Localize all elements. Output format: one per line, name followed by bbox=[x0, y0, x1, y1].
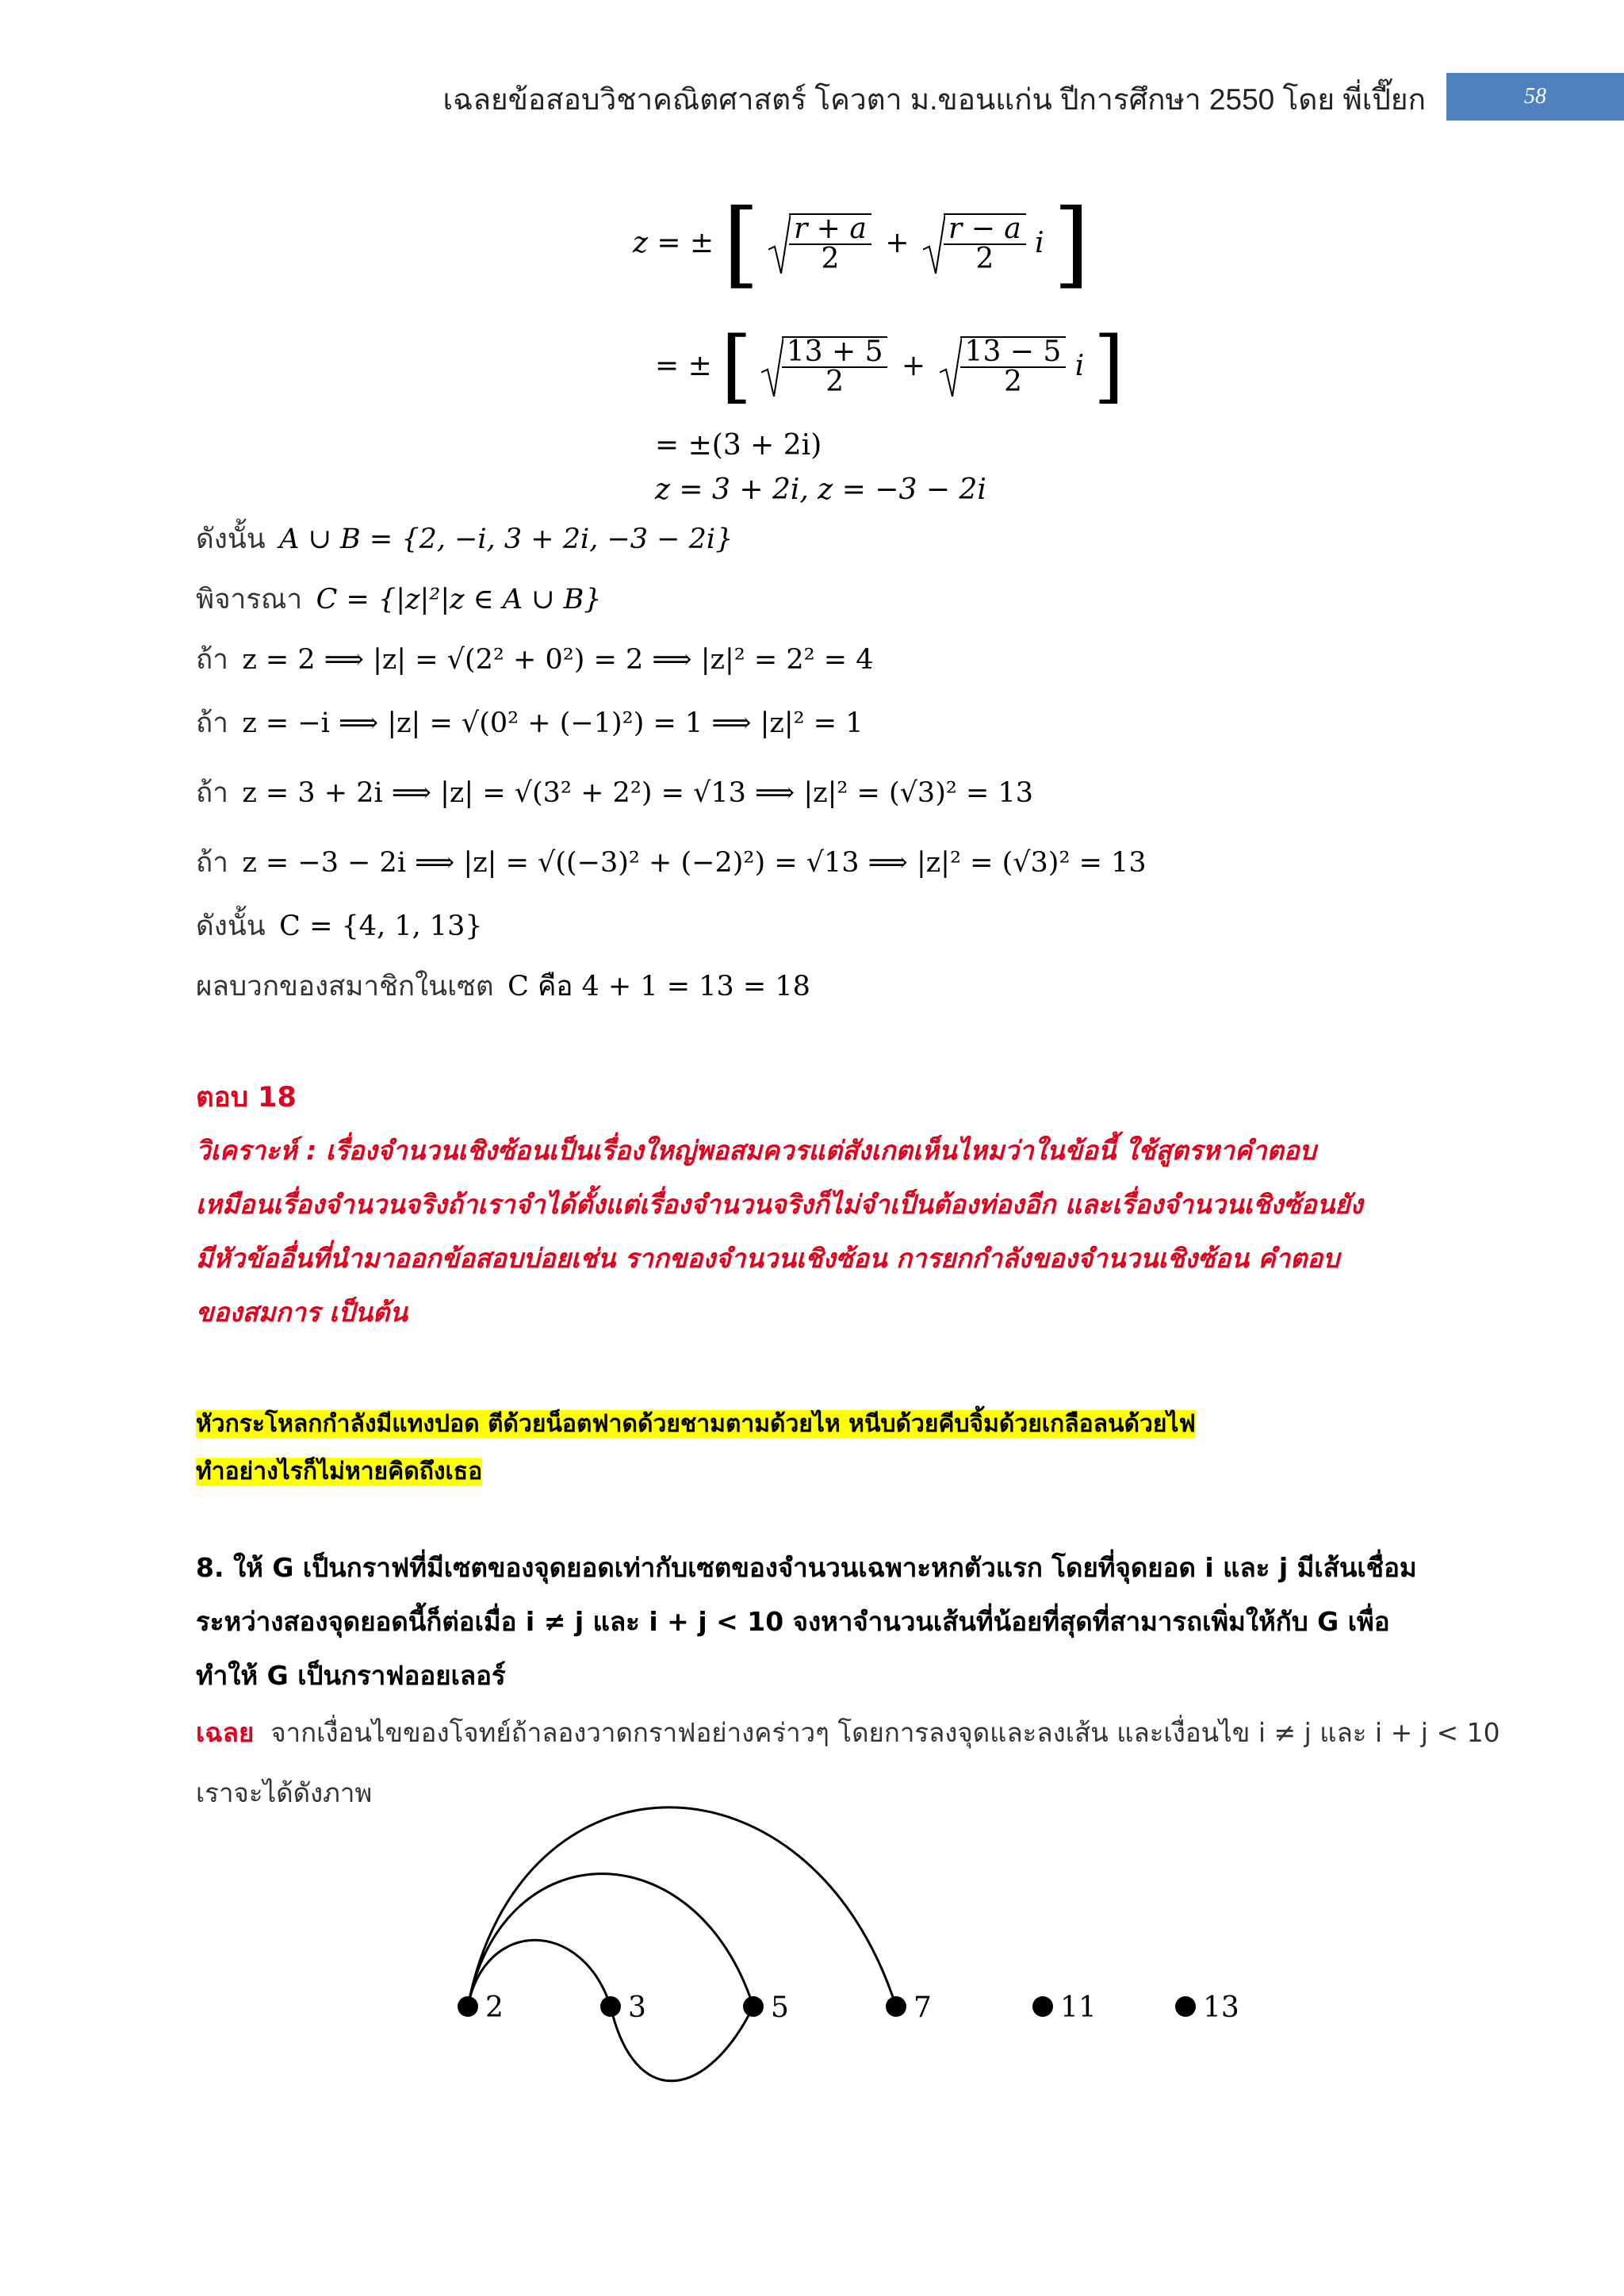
plus-sign: + bbox=[885, 227, 910, 259]
line-math: z = 2 ⟹ |z| = √(2² + 0²) = 2 ⟹ |z|² = 2² = 4 bbox=[242, 644, 874, 676]
graph-vertex-label: 7 bbox=[914, 1991, 932, 2024]
solution-label: เฉลย bbox=[196, 1717, 255, 1748]
line-math: C = {4, 1, 13} bbox=[279, 910, 483, 942]
graph-edge bbox=[468, 1874, 753, 2007]
solution-line-7 bbox=[196, 910, 483, 942]
sqrt-term-2 bbox=[940, 336, 1067, 397]
graph-vertex bbox=[1175, 1996, 1196, 2017]
sqrt-term-2 bbox=[923, 213, 1026, 274]
question8-line-1: 8. ให้ G เป็นกราฟที่มีเซตของจุดยอดเท่ากับเซตของจำนวนเฉพาะหกตัวแรก โดยที่จุดยอด i และ j มีเส้นเชื่อม bbox=[196, 1552, 1417, 1583]
analysis-line-4: ของสมการ เป็นต้น bbox=[196, 1297, 408, 1328]
solution-line-5 bbox=[196, 777, 1033, 809]
poem-line-2 bbox=[196, 1455, 482, 1486]
line-label: ดังนั้น bbox=[196, 523, 266, 555]
formula-line-4: z = 3 + 2i, z = −3 − 2i bbox=[655, 473, 986, 506]
sqrt-term-1 bbox=[768, 213, 871, 274]
graph-vertex-label: 13 bbox=[1203, 1991, 1239, 2024]
formula-line-1 bbox=[633, 189, 1090, 298]
radical-icon bbox=[923, 213, 945, 274]
graph-vertex bbox=[743, 1996, 764, 2017]
fraction-denominator: 2 bbox=[1003, 366, 1022, 398]
plus-sign: + bbox=[901, 350, 926, 382]
line-label: ถ้า bbox=[196, 777, 228, 809]
line-label: ถ้า bbox=[196, 847, 228, 879]
formula-line1-lhs: z = ± bbox=[633, 227, 714, 259]
graph-vertex-label: 3 bbox=[628, 1991, 646, 2024]
formula-line-3: = ±(3 + 2i) bbox=[655, 429, 822, 462]
analysis-line-3: มีหัวข้ออื่นที่นำมาออกข้อสอบบ่อยเช่น รากของจำนวนเชิงซ้อน การยกกำลังของจำนวนเชิงซ้อน คำตอบ bbox=[196, 1243, 1340, 1274]
question8-solution-line-2: เราจะได้ดังภาพ bbox=[196, 1777, 373, 1808]
right-bracket: ] bbox=[1093, 320, 1124, 412]
radical-icon bbox=[761, 336, 783, 397]
header-title: เฉลยข้อสอบวิชาคณิตศาสตร์ โควตา ม.ขอนแก่น ปีการศึกษา 2550 โดย พี่เปี๊ยก bbox=[442, 83, 1426, 116]
sqrt-term-1 bbox=[761, 336, 888, 397]
analysis-line-2: เหมือนเรื่องจำนวนจริงถ้าเราจำได้ตั้งแต่เรื่องจำนวนจริงก็ไม่จำเป็นต้องท่องอีก และเรื่องจำนวนเชิงซ้อนยัง bbox=[196, 1189, 1363, 1220]
line-math: A ∪ B = {2, −i, 3 + 2i, −3 − 2i} bbox=[279, 523, 733, 555]
graph-vertex bbox=[600, 1996, 621, 2017]
highlighted-text: ทำอย่างไรก็ไม่หายคิดถึงเธอ bbox=[196, 1458, 483, 1485]
question8-line-3: ทำให้ G เป็นกราฟออยเลอร์ bbox=[196, 1660, 506, 1691]
line-math: C คือ 4 + 1 = 13 = 18 bbox=[508, 971, 810, 1002]
graph-vertex bbox=[458, 1996, 478, 2017]
solution-line-8 bbox=[196, 971, 810, 1002]
right-bracket: ] bbox=[1053, 189, 1090, 298]
prime-graph-diagram bbox=[444, 1800, 1316, 2086]
formula-line2-lhs: = ± bbox=[655, 350, 712, 382]
line-math: z = 3 + 2i ⟹ |z| = √(3² + 2²) = √13 ⟹ |z|² = (√3)² = 13 bbox=[242, 777, 1033, 809]
left-bracket: [ bbox=[721, 320, 753, 412]
fraction-numerator: 13 − 5 bbox=[960, 338, 1067, 368]
graph-vertex-label: 2 bbox=[485, 1991, 504, 2024]
graph-edge bbox=[468, 1807, 896, 2007]
imaginary-unit: i bbox=[1074, 350, 1085, 382]
analysis-line-1: วิเคราะห์ : เรื่องจำนวนเชิงซ้อนเป็นเรื่องใหญ่พอสมควรแต่สังเกตเห็นไหมว่าในข้อนี้ ใช้สูตรหาคำตอบ bbox=[196, 1135, 1316, 1166]
solution-line-1 bbox=[196, 523, 733, 555]
answer-label: ตอบ 18 bbox=[196, 1082, 297, 1114]
fraction-denominator: 2 bbox=[975, 243, 994, 275]
fraction-denominator: 2 bbox=[821, 243, 840, 275]
solution-line-6 bbox=[196, 847, 1147, 879]
radical-icon bbox=[768, 213, 791, 274]
fraction-numerator: r − a bbox=[944, 215, 1026, 245]
line-label: พิจารณา bbox=[196, 584, 303, 615]
line-math: z = −3 − 2i ⟹ |z| = √((−3)² + (−2)²) = √13 ⟹ |z|² = (√3)² = 13 bbox=[242, 847, 1147, 879]
radical-icon bbox=[940, 336, 962, 397]
imaginary-unit: i bbox=[1035, 227, 1044, 259]
page-header bbox=[0, 73, 1624, 121]
graph-vertex-label: 5 bbox=[771, 1991, 789, 2024]
line-label: ถ้า bbox=[196, 707, 228, 739]
question8-solution-line bbox=[196, 1718, 1500, 1748]
fraction-numerator: 13 + 5 bbox=[782, 338, 888, 368]
solution-line-2 bbox=[196, 584, 602, 615]
line-math: z = −i ⟹ |z| = √(0² + (−1)²) = 1 ⟹ |z|² = 1 bbox=[242, 707, 864, 739]
graph-vertex-label: 11 bbox=[1060, 1991, 1097, 2024]
fraction-numerator: r + a bbox=[789, 215, 871, 245]
line-label: ดังนั้น bbox=[196, 910, 266, 942]
solution-line-4 bbox=[196, 707, 864, 739]
fraction-denominator: 2 bbox=[825, 366, 845, 398]
graph-vertex bbox=[886, 1996, 906, 2017]
solution-line-3 bbox=[196, 644, 874, 676]
line-label: ผลบวกของสมาชิกในเซต bbox=[196, 971, 494, 1002]
line-math: C = {|z|²|z ∈ A ∪ B} bbox=[316, 584, 602, 615]
left-bracket: [ bbox=[722, 189, 760, 298]
line-label: ถ้า bbox=[196, 644, 228, 676]
page-number-badge: 58 bbox=[1446, 73, 1624, 121]
highlighted-text: หัวกระโหลกกำลังมีแทงปอด ตีด้วยน็อตฟาดด้วยชามตามด้วยไห หนีบด้วยคีบจิ้มด้วยเกลือลนด้วยไฟ bbox=[196, 1410, 1196, 1438]
question8-line-2: ระหว่างสองจุดยอดนี้ก็ต่อเมื่อ i ≠ j และ i + j < 10 จงหาจำนวนเส้นที่น้อยที่สุดที่สามารถเพิ่มให้กับ G เพื่อ bbox=[196, 1606, 1390, 1637]
formula-line-2 bbox=[655, 320, 1124, 412]
solution-text: จากเงื่อนไขของโจทย์ถ้าลองวาดกราฟอย่างคร่าวๆ โดยการลงจุดและลงเส้น และเงื่อนไข i ≠ j และ i + j < 10 bbox=[270, 1717, 1500, 1748]
graph-vertex bbox=[1032, 1996, 1053, 2017]
poem-line-1 bbox=[196, 1407, 1196, 1439]
